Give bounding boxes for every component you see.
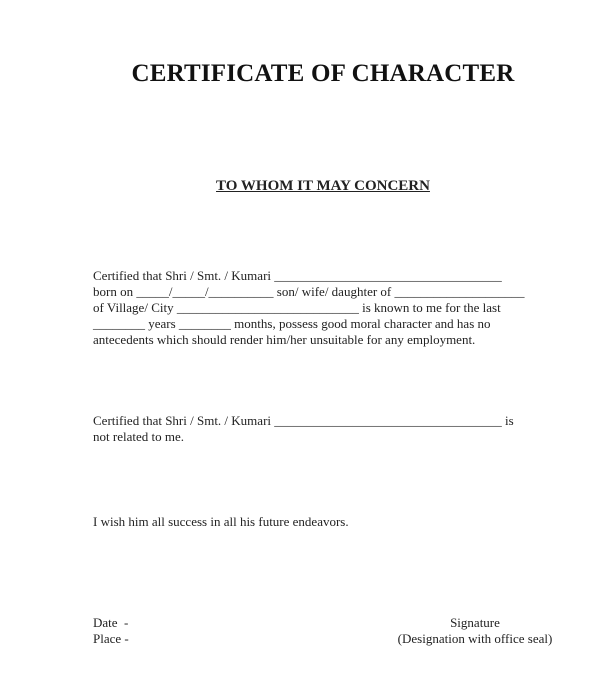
paragraph-line: Certified that Shri / Smt. / Kumari ___________________________________ is xyxy=(93,413,514,428)
paragraph-line: Certified that Shri / Smt. / Kumari ___________________________________ xyxy=(93,268,502,283)
paragraph-line: ________ years ________ months, possess good moral character and has no xyxy=(93,316,491,331)
paragraph-line: born on _____/_____/__________ son/ wife/ daughter of ____________________ xyxy=(93,284,525,299)
place-label: Place - xyxy=(93,631,129,646)
wishes-paragraph xyxy=(93,514,563,530)
certificate-subtitle: TO WHOM IT MAY CONCERN xyxy=(216,178,430,194)
paragraph-line: of Village/ City ____________________________ is known to me for the last xyxy=(93,300,501,315)
date-label: Date - xyxy=(93,615,129,630)
signature-block xyxy=(380,615,570,647)
paragraph-line: I wish him all success in all his future endeavors. xyxy=(93,514,349,529)
signature-label: Signature xyxy=(450,615,500,630)
designation-label: (Designation with office seal) xyxy=(397,631,553,646)
certification-paragraph xyxy=(93,268,563,348)
paragraph-line: antecedents which should render him/her unsuitable for any employment. xyxy=(93,332,476,347)
date-place-block xyxy=(93,615,129,647)
paragraph-line: not related to me. xyxy=(93,429,184,444)
non-relation-paragraph xyxy=(93,413,563,445)
certificate-title: CERTIFICATE OF CHARACTER xyxy=(131,60,515,87)
